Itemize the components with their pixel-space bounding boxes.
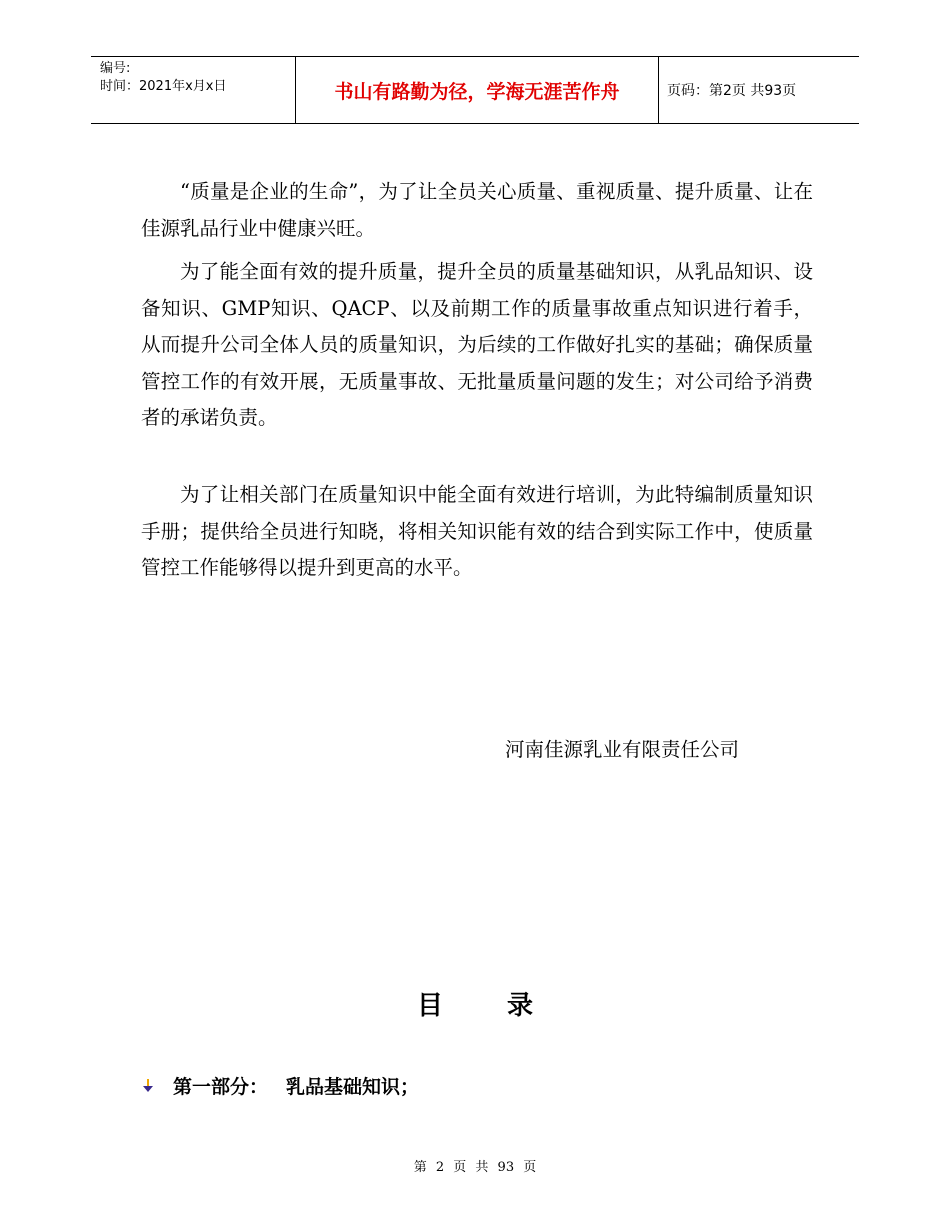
page-header [91, 56, 859, 124]
paragraph-2: 为了能全面有效的提升质量，提升全员的质量基础知识，从乳品知识、设备知识、GMP知识、QACP、以及前期工作的质量事故重点知识进行着手，从而提升公司全体人员的质量知识，为后续的工作做好扎实的基础；确保质量管控工作的有效开展，无质量事故、无批量质量问题的发生；对公司给予消费者的承诺负责。 [141, 260, 813, 429]
header-meta [91, 57, 295, 123]
toc-item-part: 第一部分： [173, 1076, 269, 1098]
toc-item[interactable] [141, 1072, 419, 1099]
page-footer: 第 2 页 共 93 页 [413, 1160, 537, 1175]
header-motto: 书山有路勤为径，学海无涯苦作舟 [295, 57, 659, 123]
toc-item-title: 乳品基础知识； [286, 1076, 420, 1098]
paragraph-1: “质量是企业的生命”，为了让全员关心质量、重视质量、提升质量、让在佳源乳品行业中健康兴旺。 [141, 180, 813, 240]
company-signature: 河南佳源乳业有限责任公司 [505, 738, 740, 761]
paragraph-3: 为了让相关部门在质量知识中能全面有效进行培训，为此特编制质量知识手册；提供给全员进行知晓，将相关知识能有效的结合到实际工作中，使质量管控工作能够得以提升到更高的水平。 [141, 483, 813, 579]
header-page-info: 页码：第2页 共93页 [667, 83, 797, 99]
header-time-label: 时间：2021年x月x日 [100, 79, 227, 94]
bullet-arrow-icon [141, 1079, 155, 1093]
header-number-label: 编号: [100, 61, 131, 76]
toc-title: 目录 [416, 991, 597, 1021]
